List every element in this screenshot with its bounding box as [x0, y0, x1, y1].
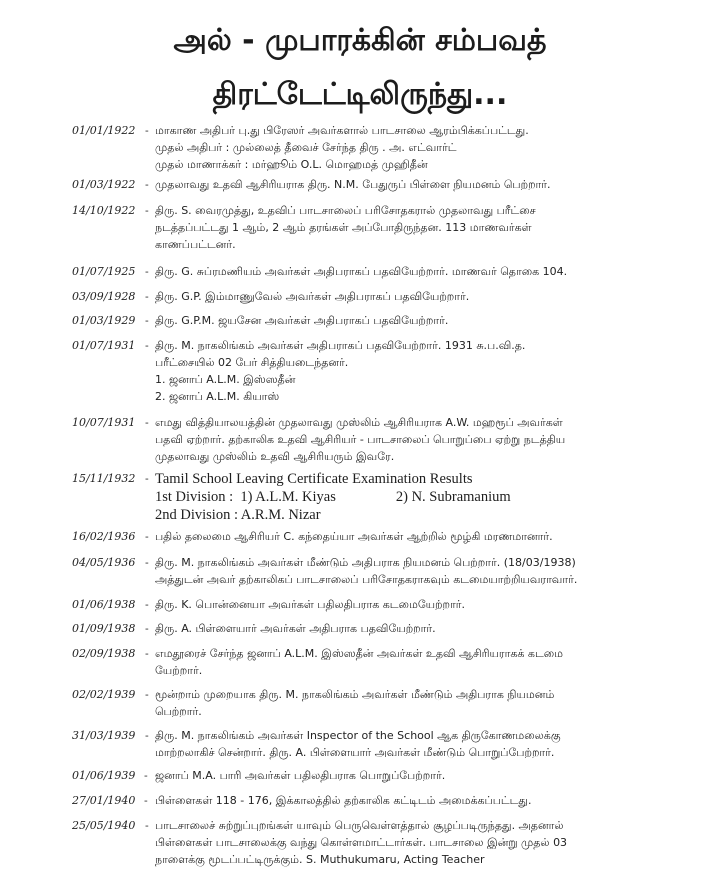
entry-text [155, 122, 695, 173]
entry-line: முதல் அதிபர் : முல்லைத் தீவைச் சேர்ந்த திரு . அ. எட்வார்ட் [155, 141, 457, 154]
entry-separator: - [145, 598, 149, 611]
entry-line: 1. ஜனாப் A.L.M. இஸ்ஸதீன் [155, 373, 296, 386]
entry-date: 01/09/1938 [72, 622, 136, 635]
entry-line: பிள்ளைகள் 118 - 176, இக்காலத்தில் தற்காலிக கட்டிடம் அமைக்கப்பட்டது. [155, 794, 532, 807]
entry-text [155, 554, 695, 588]
entry-separator: - [145, 530, 149, 543]
page-title-line-1: அல் - முபாரக்கின் சம்பவத் [173, 23, 547, 58]
entry-separator: - [145, 556, 149, 569]
page-title-line-2: திரட்டேட்டிலிருந்து... [212, 77, 508, 112]
entry-line: திரு. K. பொன்னையா அவர்கள் பதிலதிபராக கடமையேற்றார். [155, 598, 466, 611]
entry-text [155, 645, 695, 679]
entry-separator: - [145, 178, 149, 191]
entry-text [155, 620, 695, 637]
entry-line: மாகாண அதிபர் பு.து பிரேஸர் அவர்களால் பாடசாலை ஆரம்பிக்கப்பட்டது. [155, 124, 529, 137]
second-division-line: 2nd Division : A.R.M. Nizar [155, 507, 321, 523]
entry-separator: - [144, 794, 148, 807]
entry-line: முதலாவது உதவி ஆசிரியராக திரு. N.M. பேதுருப் பிள்ளை நியமனம் பெற்றார். [155, 178, 551, 191]
entry-line: திரு. G.P.M. ஜயசேன அவர்கள் அதிபராகப் பதவியேற்றார். [155, 314, 449, 327]
entry-text [155, 686, 695, 720]
entry-separator: - [145, 290, 149, 303]
entry-line: காணப்பட்டனர். [155, 238, 236, 251]
entry-date: 02/09/1938 [72, 647, 136, 660]
entry-separator: - [145, 688, 149, 701]
entry-separator: - [145, 204, 149, 217]
entry-text [155, 337, 695, 405]
entry-date: 27/01/1940 [72, 794, 136, 807]
entry-line: நடத்தப்பட்டது 1 ஆம், 2 ஆம் தரங்கள் அப்போதிருந்தன. 113 மாணவர்கள் [155, 221, 532, 234]
entry-separator: - [145, 265, 149, 278]
entry-line: யேற்றார். [155, 664, 203, 677]
first-division-label: 1st Division : [155, 489, 234, 505]
entry-line: பாடசாலைச் சுற்றுப்புறங்கள் யாவும் பெருவெள்ளத்தால் சூழப்படிருந்தது. அதனால் [155, 819, 564, 832]
entry-date: 02/02/1939 [72, 688, 136, 701]
entry-date: 01/03/1922 [72, 178, 136, 191]
entry-text [155, 596, 695, 613]
entry-text [155, 202, 695, 253]
entry-date: 04/05/1936 [72, 556, 136, 569]
entry-line: மாற்றலாகிச் சென்றார். திரு. A. பிள்ளையார் அவர்கள் மீண்டும் பொறுப்பேற்றார். [155, 746, 555, 759]
entry-separator: - [145, 314, 149, 327]
entry-line: எமது வித்தியாலயத்தின் முதலாவது முஸ்லிம் ஆசிரியராக A.W. மஹரூப் அவர்கள் [155, 416, 563, 429]
entry-line: எமதூரைச் சேர்ந்த ஜனாப் A.L.M. இஸ்ஸதீன் அவர்கள் உதவி ஆசிரியராகக் கடமை [155, 647, 563, 660]
entry-text [155, 176, 695, 193]
entry-text [155, 263, 695, 280]
entry-separator: - [145, 416, 149, 429]
entry-text [155, 288, 695, 305]
exam-results-heading: Tamil School Leaving Certificate Examination Results [155, 471, 473, 487]
entry-separator: - [145, 729, 149, 742]
entry-date: 25/05/1940 [72, 819, 136, 832]
entry-line: பதவி ஏற்றார். தற்காலிக உதவி ஆசிரியர் - பாடசாலைப் பொறுப்பை ஏற்று நடத்திய [155, 433, 566, 446]
first-division-student-2: 2) N. Subramanium [395, 489, 511, 505]
entry-date: 15/11/1932 [72, 472, 136, 485]
entry-date: 01/07/1931 [72, 339, 136, 352]
entry-text [155, 727, 695, 761]
entry-text [155, 470, 695, 524]
entry-separator: - [145, 647, 149, 660]
entry-line: திரு. M. நாகலிங்கம் அவர்கள் Inspector of the School ஆக திருகோணமலைக்கு [155, 729, 561, 742]
entry-separator: - [145, 339, 149, 352]
entry-text [155, 312, 695, 329]
entry-date: 01/06/1939 [72, 769, 136, 782]
entry-line: திரு. S. வைரமுத்து, உதவிப் பாடசாலைப் பரிசோதகரால் முதலாவது பரீட்சை [155, 204, 536, 217]
first-division-student-1: 1) A.L.M. Kiyas [240, 489, 336, 505]
entry-date: 01/01/1922 [72, 124, 136, 137]
entry-separator: - [145, 472, 149, 485]
entry-line: பிள்ளைகள் பாடசாலைக்கு வந்து கொள்ளமாட்டார்கள். பாடசாலை இன்று முதல் 03 [155, 836, 568, 849]
entry-date: 03/09/1928 [72, 290, 136, 303]
entry-line: முதல் மாணாக்கர் : மர்ஹூம் O.L. மொஹமத் முஹிதீன் [155, 158, 428, 171]
entry-date: 01/06/1938 [72, 598, 136, 611]
entry-line: திரு. G. சுப்ரமணியம் அவர்கள் அதிபராகப் பதவியேற்றார். மாணவர் தொகை 104. [155, 265, 568, 278]
entry-separator: - [144, 769, 148, 782]
entry-separator: - [145, 622, 149, 635]
entry-text [155, 767, 695, 784]
entry-line: பெற்றார். [155, 705, 202, 718]
entry-date: 01/03/1929 [72, 314, 136, 327]
entry-text [155, 414, 695, 465]
entry-line: பரீட்சையில் 02 பேர் சித்தியடைந்தனர். [155, 356, 349, 369]
entry-line: திரு. M. நாகலிங்கம் அவர்கள் அதிபராகப் பதவியேற்றார். 1931 சு.ப.வி.த. [155, 339, 526, 352]
entry-line: ஜனாப் M.A. பாரி அவர்கள் பதிலதிபராக பொறுப்பேற்றார். [155, 769, 446, 782]
entry-line: பதில் தலைமை ஆசிரியர் C. கந்தைய்யா அவர்கள் ஆற்றில் மூழ்கி மரணமானார். [155, 530, 553, 543]
entry-date: 01/07/1925 [72, 265, 136, 278]
first-division-line [155, 488, 695, 506]
entry-separator: - [145, 819, 149, 832]
entry-line: திரு. A. பிள்ளையார் அவர்கள் அதிபராக பதவியேற்றார். [155, 622, 436, 635]
entry-date: 16/02/1936 [72, 530, 136, 543]
entry-date: 14/10/1922 [72, 204, 136, 217]
entry-separator: - [145, 124, 149, 137]
entry-text [155, 528, 695, 545]
entry-line: அத்துடன் அவர் தற்காலிகப் பாடசாலைப் பரிசோதகராகவும் கடமையாற்றியவராவார். [155, 573, 578, 586]
entry-date: 31/03/1939 [72, 729, 136, 742]
entry-date: 10/07/1931 [72, 416, 136, 429]
entry-line: முதலாவது முஸ்லிம் உதவி ஆசிரியரும் இவரே. [155, 450, 395, 463]
entry-line: 2. ஜனாப் A.L.M. கியாஸ் [155, 390, 280, 403]
entry-line: திரு. G.P. இம்மாணுவேல் அவர்கள் அதிபராகப் பதவியேற்றார். [155, 290, 470, 303]
entry-text [155, 817, 695, 868]
entry-line: நாளைக்கு மூடப்பட்டிருக்கும். S. Muthukumaru, Acting Teacher [155, 853, 485, 866]
entry-line: திரு. M. நாகலிங்கம் அவர்கள் மீண்டும் அதிபராக நியமனம் பெற்றார். (18/03/1938) [155, 556, 576, 569]
entry-line: மூன்றாம் முறையாக திரு. M. நாகலிங்கம் அவர்கள் மீண்டும் அதிபராக நியமனம் [155, 688, 555, 701]
entry-text [155, 792, 695, 809]
